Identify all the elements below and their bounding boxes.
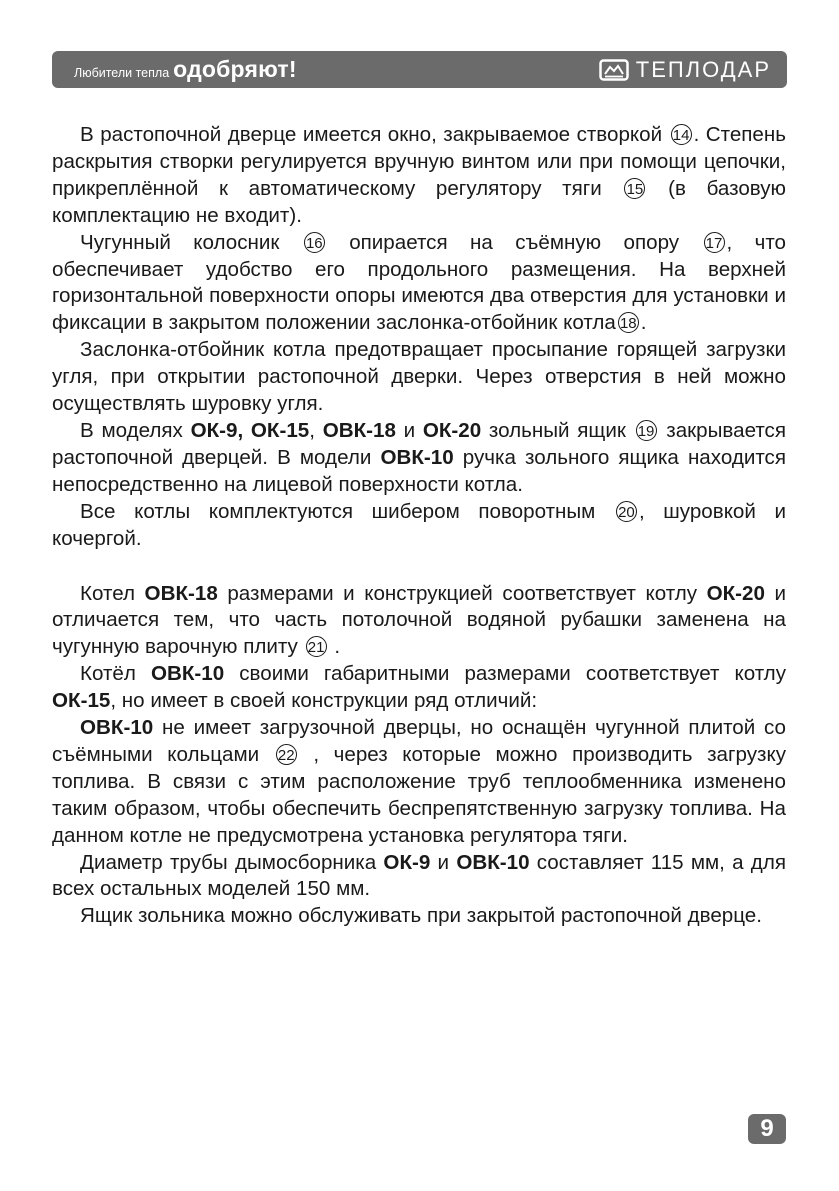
brand-logo [599, 57, 771, 83]
paragraph: Ящик зольника можно обслуживать при закрытой растопочной дверце. [80, 904, 762, 928]
tagline-small: Любители тепла [74, 66, 170, 80]
paragraph: ОВК-10 не имеет загрузочной дверцы, но оснащён чугунной плитой со съёмными кольцами 22 , через которые можно производить загрузку топлива. В связи с этим расположение труб теплообменника изменено таким образом, чтобы обеспечить беспрепятственную загрузку топлива. На данном котле не предусмотрена установка регулятора тяги. [52, 716, 786, 847]
brand-name: ТЕПЛОДАР [635, 56, 771, 82]
callout-number: 15 [624, 178, 645, 199]
paragraph: Котёл ОВК-10 своими габаритными размерами соответствует котлу ОК-15, но имеет в своей конструкции ряд отличий: [52, 662, 786, 713]
callout-number: 21 [306, 636, 327, 657]
paragraph: Все котлы комплектуются шибером поворотным 20 , шуровкой и кочергой. [52, 499, 786, 550]
callout-number: 19 [636, 420, 657, 441]
header-tagline [74, 56, 297, 83]
callout-number: 17 [704, 232, 725, 253]
paragraph: В моделях ОК-9, ОК-15, ОВК-18 и ОК-20 зольный ящик 19 закрывается растопочной дверцей. В модели ОВК-10 ручка зольного ящика находится непосредственно на лицевой поверхности котла. [52, 418, 787, 496]
callout-number: 14 [671, 124, 692, 145]
paragraph: Диаметр трубы дымосборника ОК-9 и ОВК-10 составляет 115 мм, а для всех остальных моделей 150 мм. [52, 850, 786, 901]
page-number: 9 [748, 1114, 786, 1144]
paragraph: В растопочной дверце имеется окно, закрываемое створкой 14 . Степень раскрытия створки регулируется вручную винтом или при помощи цепочки, прикреплённой к автоматическому регулятору тяги 15 (в базовую комплектацию не входит). [52, 123, 787, 227]
paragraph: Заслонка-отбойник котла предотвращает просыпание горящей загрузки угля, при открытии растопочной дверки. Через отверстия в ней можно осуществлять шуровку угля. [52, 338, 786, 416]
tagline-big: одобряют! [173, 56, 297, 82]
callout-number: 16 [304, 232, 325, 253]
callout-number: 20 [616, 501, 637, 522]
paragraph: Котел ОВК-18 размерами и конструкцией соответствует котлу ОК-20 и отличается тем, что часть потолочной водяной рубашки заменена на чугунную варочную плиту 21 . [52, 581, 786, 659]
callout-number: 18 [618, 312, 639, 333]
paragraph: Чугунный колосник 16 опирается на съёмную опору 17 , что обеспечивает удобство его продольного размещения. На верхней горизонтальной поверхности опоры имеются два отверстия для установки и фиксации в закрытом положении заслонка-отбойник котла 18 . [52, 230, 786, 335]
page-header [52, 51, 787, 88]
teplodar-logo-icon [599, 59, 629, 81]
paragraph-gap [52, 553, 786, 581]
callout-number: 22 [276, 744, 297, 765]
document-body [52, 122, 786, 930]
